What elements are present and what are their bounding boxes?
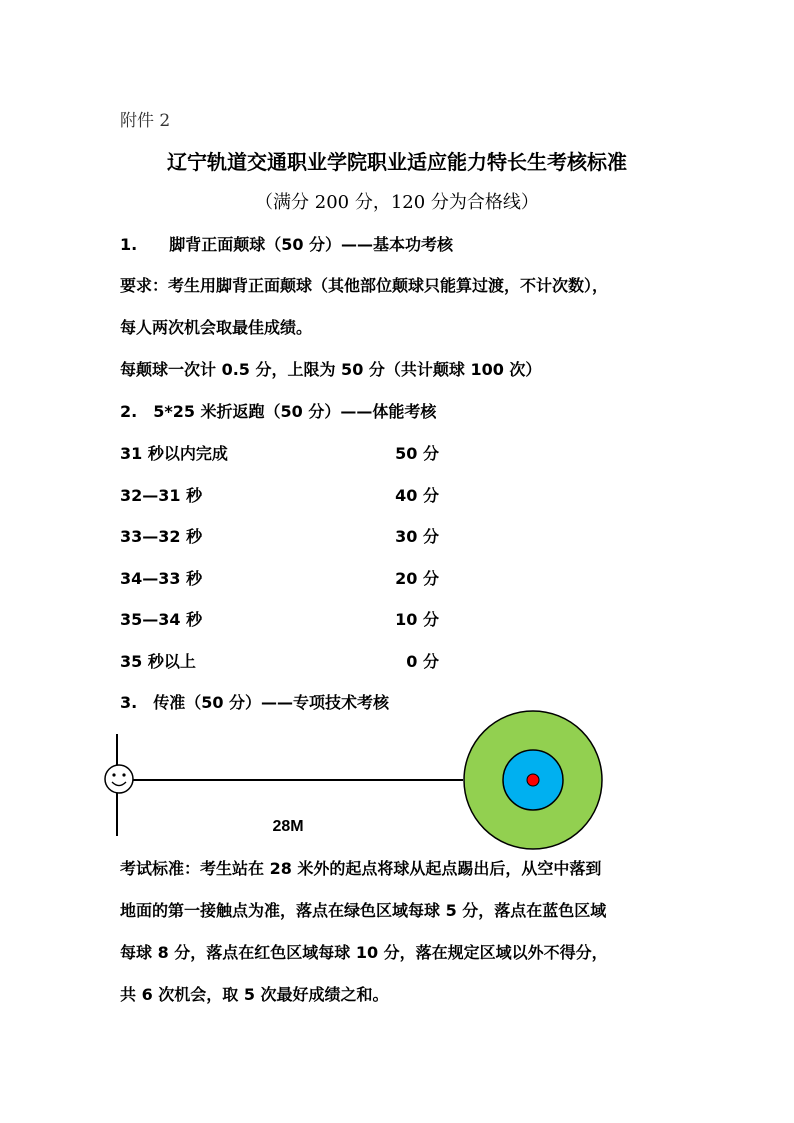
page-subtitle: （满分 200 分，120 分为合格线） <box>255 192 539 213</box>
time-row-score: 0 分 <box>406 652 439 671</box>
section-3-standard-line-2: 地面的第一接触点为准，落点在绿色区域每球 5 分，落点在蓝色区域 <box>120 901 607 920</box>
time-row-label: 34—33 秒 <box>120 569 203 588</box>
time-row-label: 31 秒以内完成 <box>120 444 228 463</box>
time-row-score: 50 分 <box>395 444 439 463</box>
section-1-requirement-line-2: 每人两次机会取最佳成绩。 <box>120 318 313 337</box>
time-row-label: 35 秒以上 <box>120 652 196 671</box>
time-row-label: 33—32 秒 <box>120 527 203 546</box>
section-2-heading: 2. 5*25 米折返跑（50 分）——体能考核 <box>120 402 437 421</box>
time-row-label: 35—34 秒 <box>120 610 203 629</box>
section-1-score-rule: 每颠球一次计 0.5 分，上限为 50 分（共计颠球 100 次） <box>120 360 542 379</box>
attachment-label: 附件 2 <box>120 111 171 131</box>
section-1-requirement-line-1: 要求：考生用脚背正面颠球（其他部位颠球只能算过渡，不计次数）， <box>120 276 609 295</box>
section-3-standard-line-4: 共 6 次机会，取 5 次最好成绩之和。 <box>120 985 389 1004</box>
section-3-heading: 3. 传准（50 分）——专项技术考核 <box>120 693 390 712</box>
red-zone <box>527 774 539 786</box>
section-3-standard-line-3: 每球 8 分，落点在红色区域每球 10 分，落在规定区域以外不得分， <box>120 943 608 962</box>
section-3-standard-line-1: 考试标准：考生站在 28 米外的起点将球从起点踢出后，从空中落到 <box>120 859 602 878</box>
time-row-score: 10 分 <box>395 610 439 629</box>
section-1-heading: 1. 脚背正面颠球（50 分）——基本功考核 <box>120 235 454 254</box>
player-smiley-icon <box>105 765 133 793</box>
time-row-label: 32—31 秒 <box>120 486 203 505</box>
time-row-score: 20 分 <box>395 569 439 588</box>
page-title: 辽宁轨道交通职业学院职业适应能力特长生考核标准 <box>167 150 627 174</box>
time-row-score: 30 分 <box>395 527 439 546</box>
distance-label: 28M <box>272 818 304 835</box>
passing-target-diagram <box>100 710 610 855</box>
time-row-score: 40 分 <box>395 486 439 505</box>
